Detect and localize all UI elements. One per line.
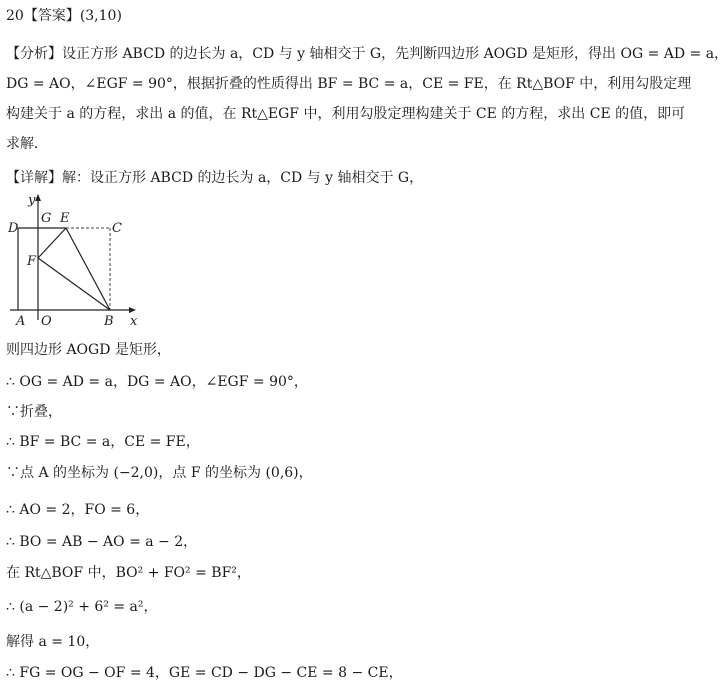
solution-line-12: ∴ FG = OG − OF = 4，GE = CD − DG − CE = 8 − CE， <box>6 665 403 681</box>
label-O: O <box>41 314 52 329</box>
segment-FE <box>38 228 66 258</box>
y-axis-arrow <box>35 194 41 201</box>
segment-EB <box>66 228 110 310</box>
analysis-line-4: 求解． <box>6 136 48 152</box>
solution-line-7: ∴ AO = 2，FO = 6， <box>6 502 150 518</box>
solution-line-10: ∴ (a − 2)² + 6² = a²， <box>6 599 158 615</box>
solution-line-6: ∵点 A 的坐标为 (−2,0)，点 F 的坐标为 (0,6)， <box>6 465 313 481</box>
solution-line-2: 则四边形 AOGD 是矩形， <box>6 342 171 358</box>
label-C: C <box>112 221 122 236</box>
solution-line-11: 解得 a = 10， <box>6 634 100 650</box>
label-G: G <box>41 211 52 226</box>
analysis-line-2: DG = AO，∠EGF = 90°，根据折叠的性质得出 BF = BC = a，CE = FE，在 Rt△BOF 中，利用勾股定理 <box>6 76 692 92</box>
label-B: B <box>104 314 114 329</box>
x-axis-arrow <box>129 307 136 313</box>
solution-line-4: ∵折叠， <box>6 404 62 420</box>
label-F: F <box>27 254 37 269</box>
analysis-line-3: 构建关于 a 的方程，求出 a 的值，在 Rt△EGF 中，利用勾股定理构建关于 CE 的方程，求出 CE 的值，即可 <box>6 106 686 122</box>
label-x: x <box>130 314 138 329</box>
solution-line-5: ∴ BF = BC = a，CE = FE， <box>6 434 200 450</box>
solution-line-3: ∴ OG = AD = a，DG = AO，∠EGF = 90°， <box>6 374 308 390</box>
label-A: A <box>16 314 26 329</box>
solution-line-1: 【详解】解：设正方形 ABCD 的边长为 a，CD 与 y 轴相交于 G， <box>6 170 424 186</box>
label-y: y <box>28 193 36 208</box>
label-E: E <box>60 211 70 226</box>
label-D: D <box>8 221 19 236</box>
figure-svg <box>8 192 138 332</box>
geometry-figure <box>8 192 138 332</box>
solution-line-9: 在 Rt△BOF 中，BO² + FO² = BF²， <box>6 565 251 581</box>
answer-line: 20【答案】(3,10) <box>6 8 122 24</box>
solution-line-8: ∴ BO = AB − AO = a − 2， <box>6 534 198 550</box>
analysis-line-1: 【分析】设正方形 ABCD 的边长为 a，CD 与 y 轴相交于 G，先判断四边形 AOGD 是矩形，得出 OG = AD = a， <box>6 46 728 62</box>
segment-FB <box>38 258 110 310</box>
